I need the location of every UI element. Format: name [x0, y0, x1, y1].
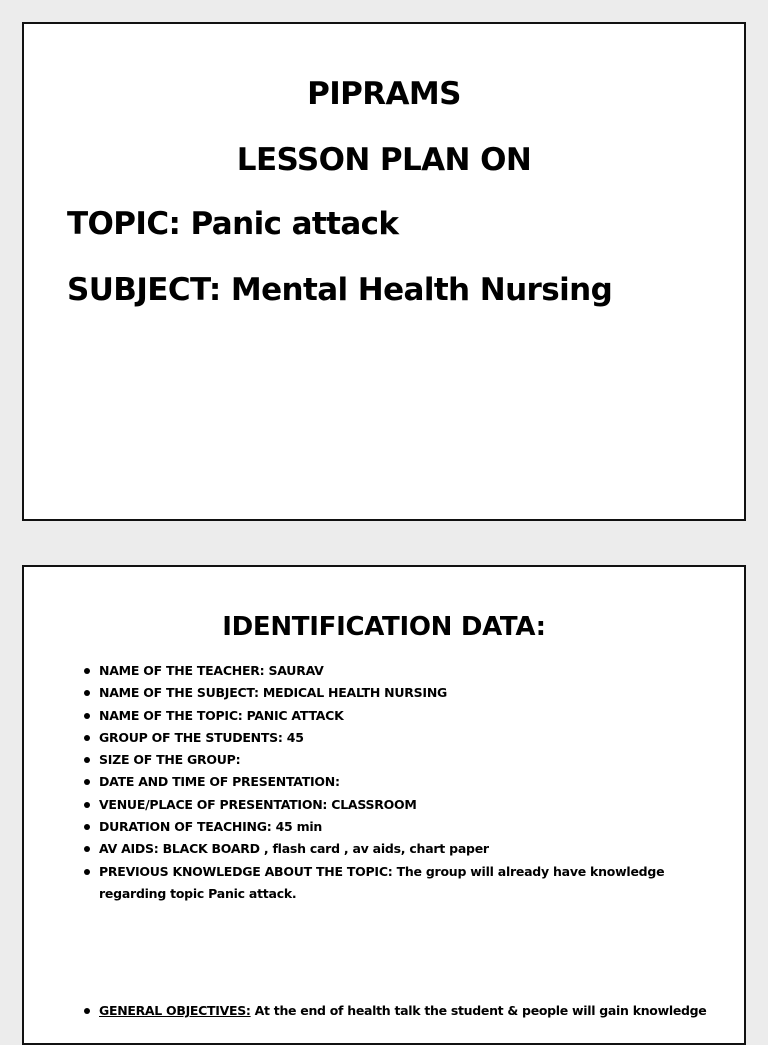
topic-line: TOPIC: Panic attack	[67, 206, 399, 242]
group-size: SIZE OF THE GROUP:	[99, 752, 241, 768]
bullet-icon	[84, 690, 90, 696]
bullet-icon	[84, 869, 90, 875]
institution-title: PIPRAMS	[307, 76, 461, 112]
subject-line: SUBJECT: Mental Health Nursing	[67, 272, 613, 308]
previous-knowledge: PREVIOUS KNOWLEDGE ABOUT THE TOPIC: The group will already have knowledge regarding topic Panic attack.	[99, 863, 665, 901]
title-page	[22, 22, 746, 521]
list-item	[84, 816, 724, 838]
bullet-icon	[84, 713, 90, 719]
list-item	[84, 727, 724, 749]
duration: DURATION OF TEACHING: 45 min	[99, 819, 323, 835]
bullet-icon	[84, 757, 90, 763]
date-time: DATE AND TIME OF PRESENTATION:	[99, 774, 340, 790]
student-group: GROUP OF THE STUDENTS: 45	[99, 729, 304, 745]
bullet-icon	[84, 668, 90, 674]
list-item	[84, 771, 724, 793]
bullet-icon	[84, 846, 90, 852]
lesson-plan-heading: LESSON PLAN ON	[236, 142, 532, 178]
list-item	[84, 705, 724, 727]
list-item	[84, 794, 724, 816]
identification-page	[22, 565, 746, 1045]
teacher-name: NAME OF THE TEACHER: SAURAV	[99, 663, 324, 678]
subject-name: NAME OF THE SUBJECT: MEDICAL HEALTH NURSING	[99, 685, 448, 701]
bullet-icon	[84, 1008, 90, 1014]
general-objectives-label: GENERAL OBJECTIVES:	[99, 1003, 251, 1018]
general-objectives	[84, 1000, 744, 1022]
list-item	[84, 660, 724, 682]
general-objectives-text: At the end of health talk the student & people will gain knowledge	[250, 1003, 707, 1018]
bullet-icon	[84, 824, 90, 830]
venue: VENUE/PLACE OF PRESENTATION: CLASSROOM	[99, 796, 417, 812]
list-item	[84, 861, 724, 906]
bullet-icon	[84, 802, 90, 808]
bullet-icon	[84, 779, 90, 785]
topic-name: NAME OF THE TOPIC: PANIC ATTACK	[99, 707, 344, 723]
list-item	[84, 838, 724, 860]
bullet-icon	[84, 735, 90, 741]
av-aids: AV AIDS: BLACK BOARD , flash card , av aids, chart paper	[99, 841, 489, 857]
identification-list	[84, 660, 724, 905]
list-item	[84, 749, 724, 771]
list-item	[84, 682, 724, 704]
identification-heading: IDENTIFICATION DATA:	[222, 612, 546, 642]
